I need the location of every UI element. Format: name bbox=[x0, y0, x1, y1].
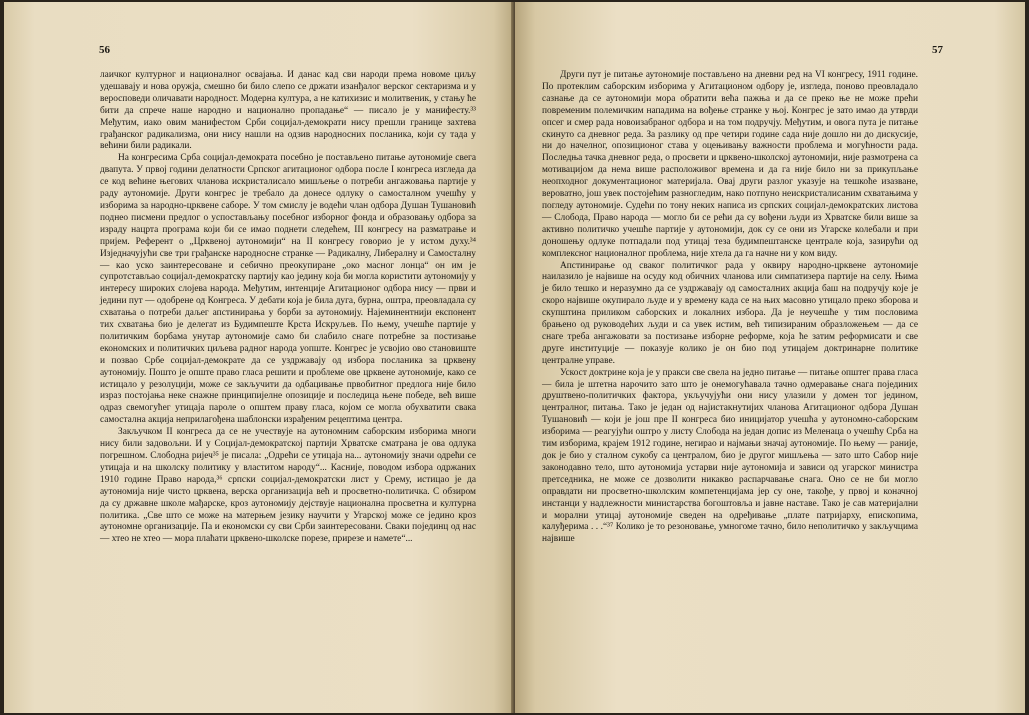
book-spread bbox=[4, 2, 1025, 713]
left-page bbox=[4, 2, 514, 713]
left-page-text bbox=[100, 70, 476, 546]
page-number-right: 57 bbox=[932, 44, 943, 56]
right-page-text bbox=[542, 70, 918, 546]
right-paragraph-1: Други пут је питање аутономије постављено на дневни ред на VI конгресу, 1911 године. По протеклим саборским изборима у Агитационом одбору је, изгледа, поново преовладало сазнање да се аутономији мора обратити већа пажња и да се преко ње не може прећи повременим полемичким нападима на вођење странке у њој. Конгрес је зато имао да утврди опсег и смер рада новоизабраног одбора и на том подручју. Међутим, и овога пута је питање скинуто са дневног реда. За разлику од пре четири године сада није дошло ни до дискусије, ни до начелног, опозиционог става у оцењивању важности проблема и могућности рада. Последња тачка дневног реда, о просвети и црквено-школској аутономији, није размотрена са мотивацијом да нема више расположивог времена и да га није било ни за прикупљање неопходног документационог материјала. Овај други разлог указује на тешкоће изазване, вероватно, још увек постојећим разногледим, нако потпуно неискристалисаним схватањима у погледу аутономије. Судећи по тону неких написа из српских социјал-демократских листова — Слобода, Право народа — могло би се рећи да су вођени људи из Хрватске били више за активно политичко учешће партије у аутономији, док су се они из Угарске колебали и при доношењу одлуке потпадали под утицај теза будимпештанске централе која, зазирући од комплексног националног проблема, није хтела да га начне ни у ком виду. bbox=[542, 70, 918, 259]
left-paragraph-1: лаичког културног и националног освајања. И данас кад сви народи према новоме циљу удешавају и нова оружја, смешно би било слепо се држати изанђалог верског сектаризма и у веросповеди оличавати народност. Модерна култура, а не катихизис и молитвеник, у стању ће бити да спрече наше народно и национално пропадање“ — писало је у манифесту.³³ Међутим, иако овим манифестом Срби социјал-демократи нису прешли границе захтева грађанског радикализма, они нису нашли на одзив народносних посланика, који су тада у већини били радикали. bbox=[100, 70, 476, 152]
right-paragraph-3: Ускост доктрине која је у пракси све свела на једно питање — питање општег права гласа — била је штетна нарочито зато што је онемогућавала тачно одмеравање снага појединих друштвено-политичких фактора, укључујући они нису улазили у домен тог једином, централног, питања. Тако је један од најистакнутијих чланова Агитационог одбора Душан Тушановић — који је још пре II конгреса био иницијатор учешћа у аутономно-саборским изборима — реагујући оштро у листу Слобода на један допис из Меленаца о учешћу Срба на тим изборима, крајем 1912 године, негирао и најмањи значај аутономије. По њему — раније, док је био у сталном сукобу са централом, био је другог мишљења — зато што Сабор није законодавно тело, што аутономија устарви није аутономија и зависи од угарског министра претседника, не може се дозволити никакво распарчавање снага. Оно се не би могло оправдати ни просветно-школским компетенцијама јер су оне, такође, у првој и коначној инстанци у надлежности министарства богоштовља и јавне наставе. Тако је сав материјални и морални утицај аутономије сведен на одређивање „плате патријарху, епископима, калуђерима . . .“³⁷ Колико је то резоновање, умногоме тачно, било неполитичко у закључцима највише bbox=[542, 367, 919, 545]
page-number-left: 56 bbox=[99, 44, 110, 56]
right-page bbox=[515, 2, 1025, 713]
left-paragraph-2: На конгресима Срба социјал-демократа посебно је постављено питање аутономије свега двапута. У првој години делатности Српског агитационог одбора после I конгреса изгледа да се код већине његових чланова искристалисало мишљење о потреби ангажовања партије у раду аутономије. Други конгрес је требало да донесе одлуку о самосталном учешћу у изборима за народно-црквене саборе. У том смислу је водећи члан одбора Душан Тушановић поднео писмени предлог о успостављању посебног изборног фонда и образовању одбора за израду нацрта програма који би се имао поднети следећем, III конгресу на разматрање и пријем. Референт о „Црквеној аутономији“ на II конгресу говорио је у истом духу.³⁴ Изједначујући све три грађанске народносне странке — Радикалну, Либералну и Самосталну — као уско заинтересоване и себично преокупиране „око масног лонца“ он им је супротстављао социјал-демократску партију као једину која би могла користити аутономију у интересу широких слојева народа. Међутим, интенције Агитационог одбора нису — први и једини пут — одобрене од Конгреса. У дебати која је била дуга, бурна, оштра, преовладала су схватања о потреби даљег апстинирања у борби за аутономију. Најеминентнији експонент тих схватања био је делегат из Будимпеште Крста Искруљев. По њему, учешће партије у политичким борбама унутар аутономије само би слабило снаге потребне за постизање економских и политичких циљева радног народа уопште. Конгрес је усвојио ово становиште и позвао Србе социјал-демократе да се уздржавају од избора посланика за црквену аутономију. Пошто је опште право гласа решити и проблеме ове црквене аутономије, како се истицало у резолуцији, може се закључити да одбацивање првобитног предлога није било израз постојања неке снажне принципијелне опозиције и последица њене победе, већ више одраз свемогућег утицаја пароле о општем праву гласа, којом се могла обухватити свака самостална акција неприлагођена шаблонски израђеним рецептима центра. bbox=[100, 153, 476, 426]
left-paragraph-3: Закључком II конгреса да се не учествује на аутономним саборским изборима многи нису били задовољни. И у Социјал-демократској партији Хрватске сматрана је ова одлука погрешном. Слободна ријеч³⁵ је писала: „Одрећи се утицаја на... аутономију значи одрећи се утицаја и на школску политику у властитом народу“... Касније, поводом избора одржаних 1910 године Право народа,³⁶ српски социјал-демократски лист у Срему, истицао је да аутономија није чисто црквена, верска организација већ и просветно-политичка. С обзиром да су државне школе мађарске, кроз аутономију дејствује национална просветна и културна политика. „Све што се може на матерњем језику научити у Угарској може се једино кроз аутономне организације. Па и економски су сви Срби заинтересовани. Сваки појединц од нас — хтео не хтео — мора плаћати црквено-школске порезе, прирезе и намете“... bbox=[100, 427, 476, 545]
right-paragraph-2: Апстинирање од сваког политичког рада у оквиру народно-црквене аутономије наилазило је највише на осуду код обичних чланова или симпатизера партије на селу. Њима је било тешко и неразумно да се уздржавају од самосталних акција баш на подручју које је скоро највише окупирало људе и у времену када се на њих масовно утицало преко зборова и скупштина приликом саборских и локалних избора. Да је неучешће у тим пословима брањено од руководећих људи и са увек истим, већ типизираним образложењем — да се снаге треба ангажовати за постизање изборне реформе, која ће затим реформисати и све друге институције — показује колико је он био под утицајем доктринарне политике централне управе. bbox=[542, 260, 918, 366]
